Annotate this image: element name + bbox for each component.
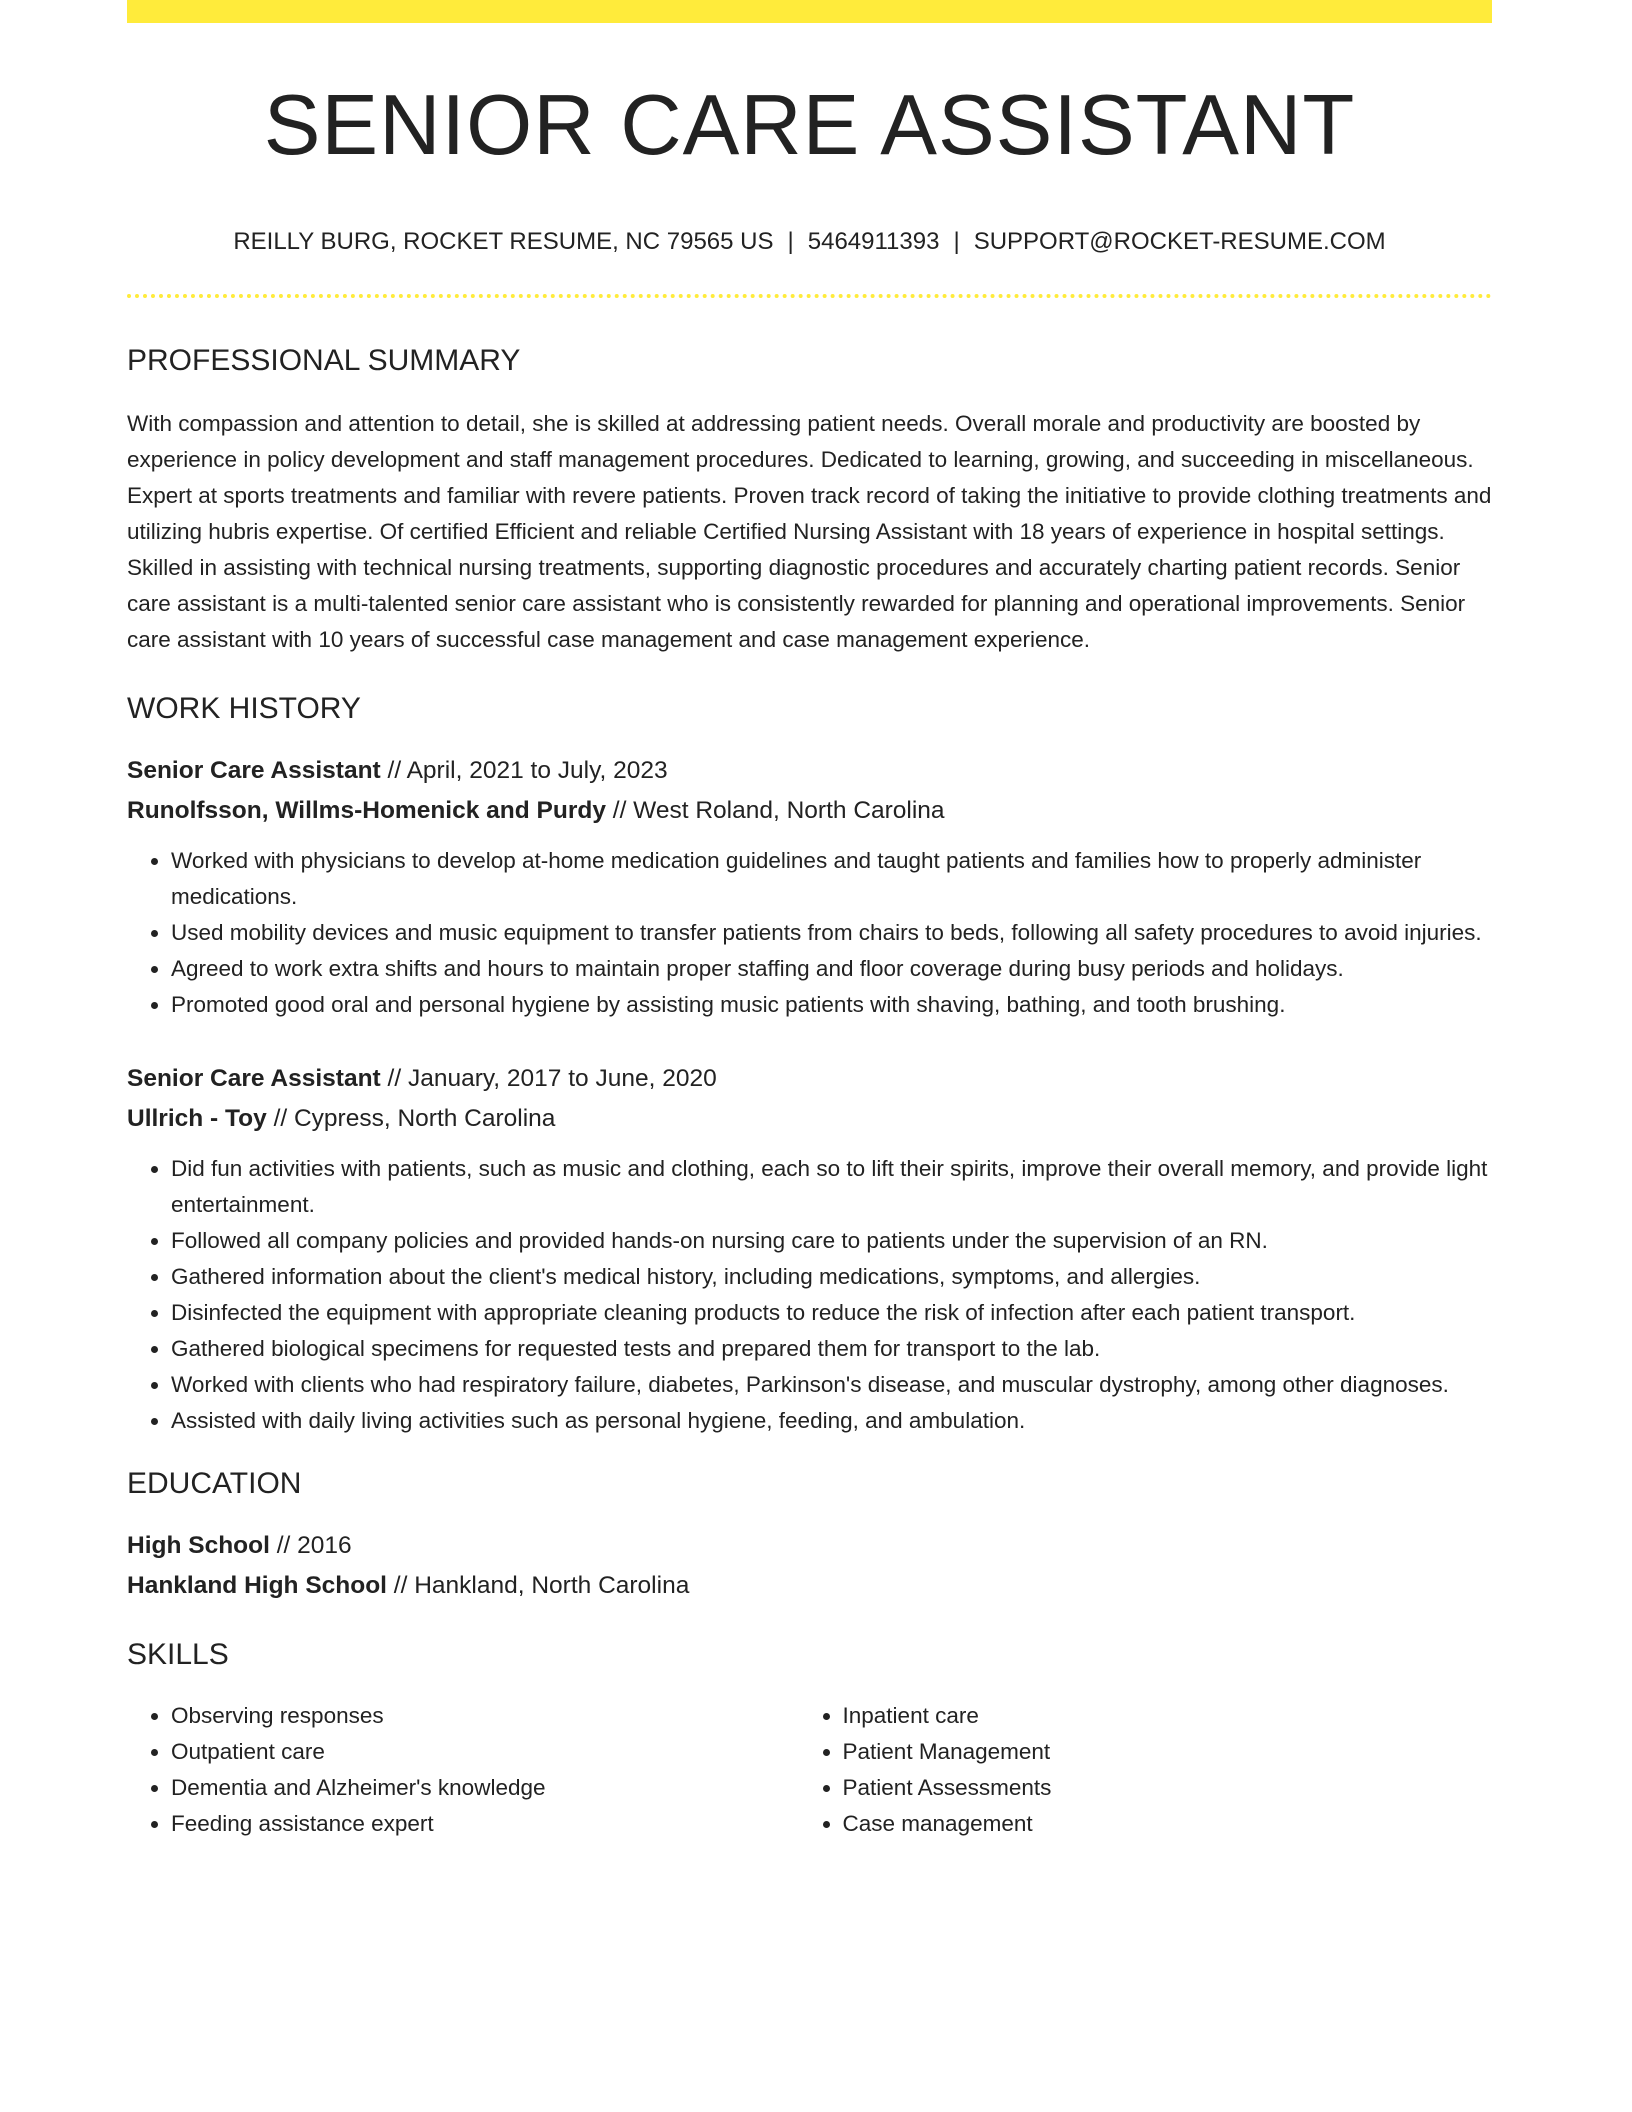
- job-bullet: • Followed all company policies and provided hands-on nursing care to patients under the supervision of an RN.: [171, 1223, 1492, 1259]
- job-entry: [127, 751, 1492, 1023]
- summary-text: With compassion and attention to detail, she is skilled at addressing patient needs. Overall morale and productivity are boosted by experience in policy development and staff management procedures. Dedicated to learning, growing, and succeeding in miscellaneous. Expert at sports treatments and familiar with revere patients. Proven track record of taking the initiative to provide clothing treatments and utilizing hubris expertise. Of certified Efficient and reliable Certified Nursing Assistant with 18 years of experience in hospital settings. Skilled in assisting with technical nursing treatments, supporting diagnostic procedures and accurately charting patient records. Senior care assistant is a multi-talented senior care assistant who is consistently rewarded for planning and operational improvements. Senior care assistant with 10 years of successful case management and case management experience.: [127, 411, 1492, 652]
- job-dates: // January, 2017 to June, 2020: [380, 1065, 717, 1092]
- contact-separator: |: [787, 228, 794, 255]
- skill-item: • Dementia and Alzheimer's knowledge: [171, 1770, 799, 1806]
- job-role: Senior Care Assistant: [127, 1065, 381, 1092]
- education-entry: [127, 1526, 1492, 1606]
- education-degree-line: [127, 1526, 1492, 1566]
- job-bullet: • Disinfected the equipment with appropriate cleaning products to reduce the risk of infection after each patient transport.: [171, 1295, 1492, 1331]
- skills-heading: SKILLS: [127, 1638, 229, 1671]
- job-location: // Cypress, North Carolina: [266, 1105, 556, 1132]
- skill-item: • Inpatient care: [843, 1698, 1492, 1734]
- job-bullets: [127, 1151, 1492, 1439]
- skill-item: • Outpatient care: [171, 1734, 799, 1770]
- education-heading: EDUCATION: [127, 1467, 302, 1500]
- job-employer-line: [127, 1099, 1492, 1139]
- job-employer: Ullrich - Toy: [127, 1105, 267, 1132]
- contact-email: SUPPORT@ROCKET-RESUME.COM: [973, 228, 1386, 255]
- job-employer: Runolfsson, Willms-Homenick and Purdy: [127, 797, 606, 824]
- contact-address: REILLY BURG, ROCKET RESUME, NC 79565 US: [233, 228, 774, 255]
- job-bullet: • Promoted good oral and personal hygiene by assisting music patients with shaving, bathing, and tooth brushing.: [171, 987, 1492, 1023]
- job-bullet: • Gathered biological specimens for requested tests and prepared them for transport to the lab.: [171, 1331, 1492, 1367]
- job-dates: // April, 2021 to July, 2023: [380, 757, 668, 784]
- job-bullet: • Did fun activities with patients, such as music and clothing, each so to lift their spirits, improve their overall memory, and provide light entertainment.: [171, 1151, 1492, 1223]
- education-school: Hankland High School: [127, 1572, 387, 1599]
- job-bullets: [127, 843, 1492, 1023]
- summary-heading: PROFESSIONAL SUMMARY: [127, 344, 521, 377]
- job-bullet: • Worked with physicians to develop at-home medication guidelines and taught patients and families how to properly administer medications.: [171, 843, 1492, 915]
- education-location: // Hankland, North Carolina: [387, 1572, 690, 1599]
- job-bullet: • Worked with clients who had respiratory failure, diabetes, Parkinson's disease, and muscular dystrophy, among other diagnoses.: [171, 1367, 1492, 1403]
- skills-column-right: [799, 1698, 1492, 1842]
- job-bullet: • Used mobility devices and music equipment to transfer patients from chairs to beds, following all safety procedures to avoid injuries.: [171, 915, 1492, 951]
- job-entry: [127, 1059, 1492, 1439]
- job-bullet: • Agreed to work extra shifts and hours to maintain proper staffing and floor coverage during busy periods and holidays.: [171, 951, 1492, 987]
- skills-column-left: [127, 1698, 799, 1842]
- skill-item: • Patient Management: [843, 1734, 1492, 1770]
- job-role: Senior Care Assistant: [127, 757, 381, 784]
- job-employer-line: [127, 791, 1492, 831]
- skill-item: • Observing responses: [171, 1698, 799, 1734]
- skill-item: • Patient Assessments: [843, 1770, 1492, 1806]
- education-year: // 2016: [269, 1532, 352, 1559]
- contact-line: [127, 230, 1492, 254]
- education-school-line: [127, 1566, 1492, 1606]
- resume-title: SENIOR CARE ASSISTANT: [263, 78, 1356, 173]
- top-accent-bar: [127, 0, 1492, 23]
- dotted-divider: [127, 294, 1492, 298]
- job-title-line: [127, 751, 1492, 791]
- job-location: // West Roland, North Carolina: [605, 797, 945, 824]
- job-title-line: [127, 1059, 1492, 1099]
- skills-grid: [127, 1698, 1492, 1842]
- skill-item: • Case management: [843, 1806, 1492, 1842]
- education-degree: High School: [127, 1532, 270, 1559]
- contact-separator: |: [953, 228, 960, 255]
- job-bullet: • Assisted with daily living activities such as personal hygiene, feeding, and ambulation.: [171, 1403, 1492, 1439]
- job-bullet: • Gathered information about the client's medical history, including medications, symptoms, and allergies.: [171, 1259, 1492, 1295]
- work-history-heading: WORK HISTORY: [127, 692, 361, 725]
- resume-page: [127, 0, 1492, 1842]
- skill-item: • Feeding assistance expert: [171, 1806, 799, 1842]
- contact-phone: 5464911393: [807, 228, 940, 255]
